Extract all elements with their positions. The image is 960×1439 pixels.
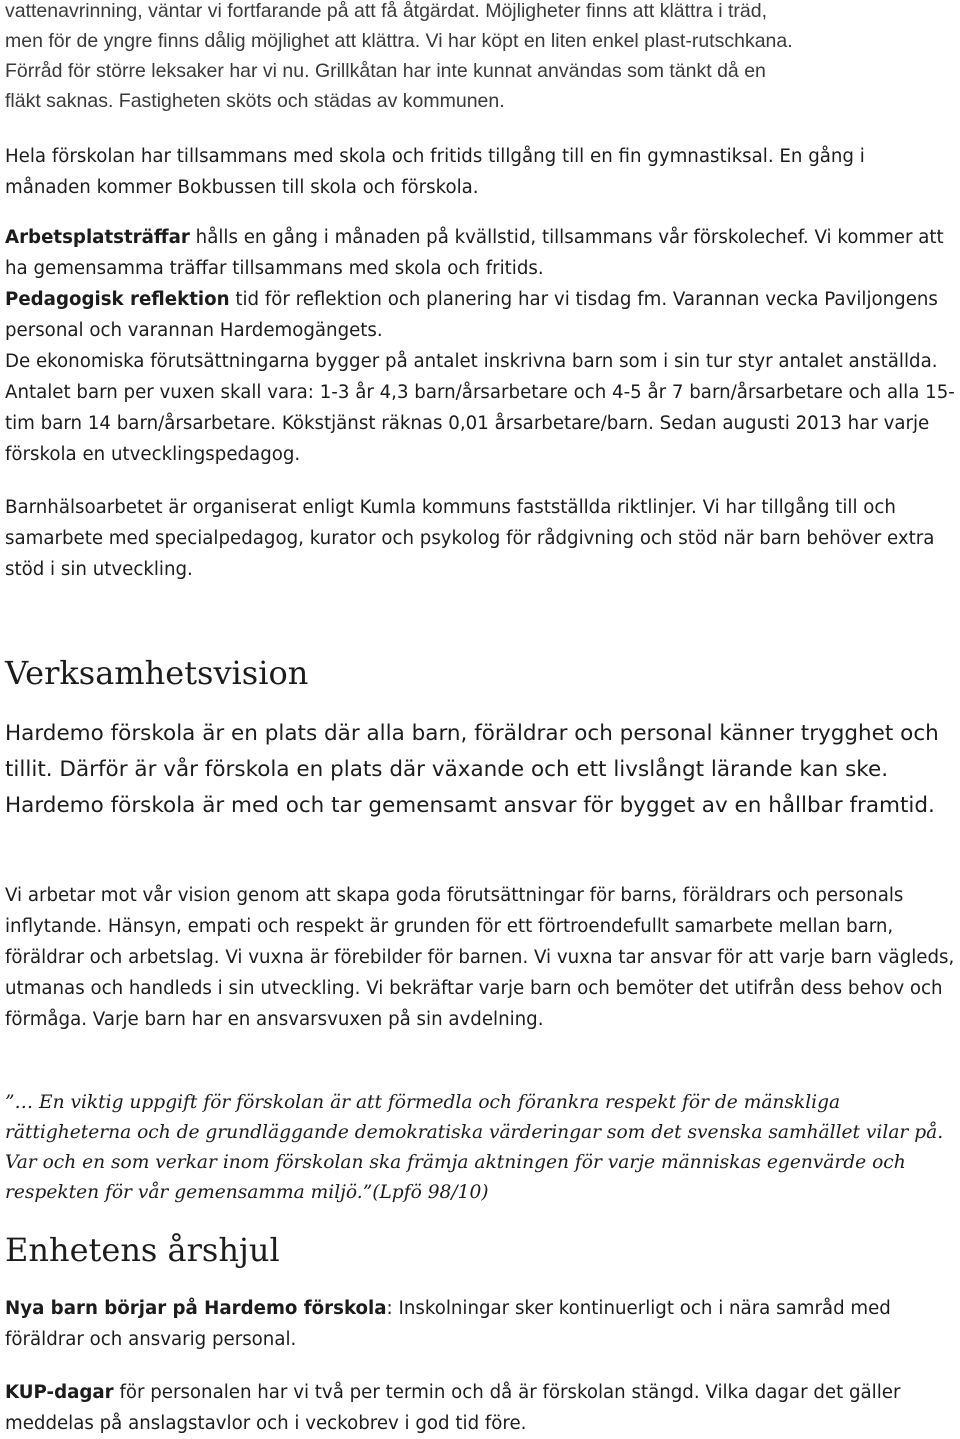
meetings-label: Arbetsplatsträffar [5,227,190,248]
gym-paragraph [5,141,955,203]
vision-body-paragraph [5,880,955,1035]
vision-section [5,653,955,693]
gym-line: Hela förskolan har tillsammans med skola och fritids tillgång till en fin gymnastiksal. En gång i [5,146,865,167]
curriculum-quote [5,1088,955,1208]
kup-description: för personalen har vi två per termin och då är förskolan stängd. Vilka dagar det gäller meddelas på anslagstavlor och i veckobrev i god tid före. [5,1382,901,1434]
meetings-description: hålls en gång i månaden på kvällstid, tillsammans vår förskolechef. Vi kommer att ha gemensamma träffar tillsammans med skola och fritids. [5,227,944,279]
new-children-text [5,1293,955,1355]
kup-paragraph [5,1377,955,1439]
gym-line: månaden kommer Bokbussen till skola och förskola. [5,177,479,198]
economy-text: De ekonomiska förutsättningarna bygger på antalet inskrivna barn som i sin tur styr antalet anställda. Antalet barn per vuxen skall vara: 1-3 år 4,3 barn/årsarbetare och 4-5 år 7 barn/årsarbetare och alla 15-tim barn 14 barn/årsarbetare. Kökstjänst räknas 0,01 årsarbetare/barn. Sedan augusti 2013 har varje förskola en utvecklingspedagog. [5,351,955,465]
vision-heading: Verksamhetsvision [5,654,309,692]
health-paragraph [5,492,955,585]
reflection-text [5,284,955,346]
vision-lead: Hardemo förskola är en plats där alla barn, föräldrar och personal känner trygghet och tillit. Därför är vår förskola en plats där växande och ett livslångt lärande kan ske. Hardemo förskola är med och tar gemensamt ansvar för bygget av en hållbar framtid. [5,721,939,818]
health-text: Barnhälsoarbetet är organiserat enligt Kumla kommuns fastställda riktlinjer. Vi har tillgång till och samarbete med specialpedagog, kurator och psykolog för rådgivning och stöd när barn behöver extra stöd i sin utveckling. [5,497,935,580]
meetings-text [5,222,955,284]
intro-line: fläkt saknas. Fastigheten sköts och städas av kommunen. [5,90,505,112]
quote-text: ”… En viktig uppgift för förskolan är att förmedla och förankra respekt för de mänskliga rättigheterna och de grundläggande demokratiska värderingar som det svenska samhället vilar på. Var och en som verkar inom förskolan ska främja aktningen för varje människas egenvärde och respekten för vår gemensamma miljö.”(Lpfö 98/10) [5,1092,944,1203]
year-heading: Enhetens årshjul [5,1231,280,1269]
intro-line: vattenavrinning, väntar vi fortfarande på att få åtgärdat. Möjligheter finns att klättra i träd, [5,0,767,22]
vision-lead-paragraph [5,716,955,824]
reflection-label: Pedagogisk reflektion [5,289,230,310]
new-children-paragraph [5,1293,955,1355]
intro-paragraph [5,0,955,116]
year-section [5,1230,955,1270]
workplace-paragraph [5,222,955,470]
reflection-description: tid för reflektion och planering har vi tisdag fm. Varannan vecka Paviljongens personal och varannan Hardemogängets. [5,289,938,341]
kup-text [5,1377,955,1439]
kup-label: KUP-dagar [5,1382,114,1403]
new-children-label: Nya barn börjar på Hardemo förskola [5,1298,387,1319]
intro-line: Förråd för större leksaker har vi nu. Grillkåtan har inte kunnat användas som tänkt då en [5,60,766,82]
new-children-description: : Inskolningar sker kontinuerligt och i nära samråd med föräldrar och ansvarig personal. [5,1298,891,1350]
intro-line: men för de yngre finns dålig möjlighet att klättra. Vi har köpt en liten enkel plast-rutschkana. [5,30,793,52]
vision-body: Vi arbetar mot vår vision genom att skapa goda förutsättningar för barns, föräldrars och personals inflytande. Hänsyn, empati och respekt är grunden för ett förtroendefullt samarbete mellan barn, föräldrar och arbetslag. Vi vuxna är förebilder för barnen. Vi vuxna tar ansvar för att varje barn vägleds, utmanas och handleds i sin utveckling. Vi bekräftar varje barn och bemöter det utifrån dess behov och förmåga. Varje barn har en ansvarsvuxen på sin avdelning. [5,885,955,1030]
